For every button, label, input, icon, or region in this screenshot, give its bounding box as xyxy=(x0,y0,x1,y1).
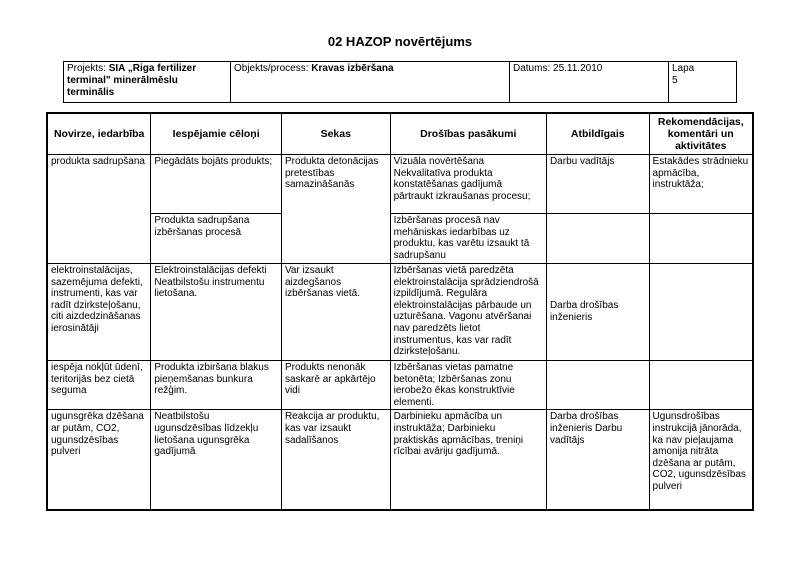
cell-cause: Produkta sadrupšana izbēršanas procesā xyxy=(151,214,282,264)
cell-measures: Izbēršanas vietas pamatne betonēta; Izbēršanas zonu ierobežo ēkas konstruktīvie elementi. xyxy=(390,361,546,410)
cell-measures: Vizuāla novērtēšana Nekvalitatīva produkta konstatēšanas gadījumā pārtraukt izkraušanas procesu; xyxy=(390,155,546,214)
cell-deviation: iespēja nokļūt ūdenī, teritorijās bez cietā seguma xyxy=(47,361,151,410)
header-consequences: Sekas xyxy=(281,113,390,155)
object-value: Kravas izbēršana xyxy=(311,63,394,74)
cell-deviation: ugunsgrēka dzēšana ar putām, CO2, ugunsdzēsības pulveri xyxy=(47,410,151,510)
object-label: Objekts/process: xyxy=(234,63,309,74)
cell-consequences: Produkts nenonāk saskarē ar apkārtējo vidi xyxy=(281,361,390,410)
table-row xyxy=(47,214,753,264)
header-responsible: Atbildīgais xyxy=(546,113,649,155)
info-table xyxy=(63,61,737,103)
table-row xyxy=(47,410,753,510)
cell-recommendations xyxy=(649,264,753,361)
cell-responsible: Darba drošības inženieris Darbu vadītājs xyxy=(546,410,649,510)
cell-responsible xyxy=(546,214,649,264)
project-cell xyxy=(64,62,231,103)
cell-cause: Elektroinstalācijas defekti Neatbilstošu instrumentu lietošana. xyxy=(151,264,282,361)
cell-consequences: Produkta detonācijas pretestības samazināšanās xyxy=(281,155,390,264)
header-recommendations: Rekomendācijas, komentāri un aktivitātes xyxy=(649,113,753,155)
cell-cause: Produkta izbiršana blakus pieņemšanas bunkura režģim. xyxy=(151,361,282,410)
cell-deviation: produkta sadrupšana xyxy=(47,155,151,264)
cell-measures: Izbēršanas vietā paredzēta elektroinstalācija sprādziendrošā izpildījumā. Regulāra elektroinstalācijas pārbaude un uzturēšana. Vagonu atvēršanai nav paredzēts lietot instrumentus, kas var radīt dzirksteļošanu. xyxy=(390,264,546,361)
cell-responsible: Darba drošības inženieris xyxy=(546,264,649,361)
table-row xyxy=(47,361,753,410)
cell-cause: Piegādāts bojāts produkts; xyxy=(151,155,282,214)
cell-recommendations xyxy=(649,214,753,264)
cell-responsible xyxy=(546,361,649,410)
project-label: Projekts: xyxy=(67,63,106,74)
header-row xyxy=(47,113,753,155)
cell-responsible: Darbu vadītājs xyxy=(546,155,649,214)
hazop-table xyxy=(46,112,754,511)
cell-recommendations: Ugunsdrošības instrukcijā jānorāda, ka nav pieļaujama amonija nitrāta dzēšana ar putām, CO2, ugunsdzēsības pulveri xyxy=(649,410,753,510)
object-cell xyxy=(231,62,510,103)
page-label: Lapa xyxy=(672,63,695,74)
date-cell xyxy=(510,62,669,103)
project-value: SIA „Riga fertilizer terminal" minerālmēslu terminālis xyxy=(67,63,197,98)
date-label: Datums: xyxy=(513,63,551,74)
document-title: 02 HAZOP novērtējums xyxy=(327,34,473,49)
page-value: 5 xyxy=(672,75,678,86)
cell-measures: Izbēršanas procesā nav mehāniskas iedarbības uz produktu, kas varētu izsaukt tā sadrupšanu xyxy=(390,214,546,264)
header-deviation: Novirze, iedarbība xyxy=(47,113,151,155)
cell-recommendations xyxy=(649,361,753,410)
cell-cause: Neatbilstošu ugunsdzēsības līdzekļu lietošana ugunsgrēka gadījumā xyxy=(151,410,282,510)
header-causes: Iespējamie cēloņi xyxy=(151,113,282,155)
cell-recommendations: Estakādes strādnieku apmācība, instruktāža; xyxy=(649,155,753,214)
date-value: 25.11.2010 xyxy=(553,63,603,74)
cell-measures: Darbinieku apmācība un instruktāža; Darbinieku praktiskās apmācības, treniņi rīcībai avāriju gadījumā. xyxy=(390,410,546,510)
cell-deviation: elektroinstalācijas, sazemējuma defekti, instrumenti, kas var radīt dzirksteļošanu, citi aizdedzināšanas ierosinātāji xyxy=(47,264,151,361)
cell-consequences: Reakcija ar produktu, kas var izsaukt sadalīšanos xyxy=(281,410,390,510)
table-row xyxy=(47,264,753,361)
header-measures: Drošības pasākumi xyxy=(390,113,546,155)
cell-consequences: Var izsaukt aizdegšanos izbēršanas vietā. xyxy=(281,264,390,361)
table-row xyxy=(47,155,753,214)
page-cell xyxy=(669,62,737,103)
